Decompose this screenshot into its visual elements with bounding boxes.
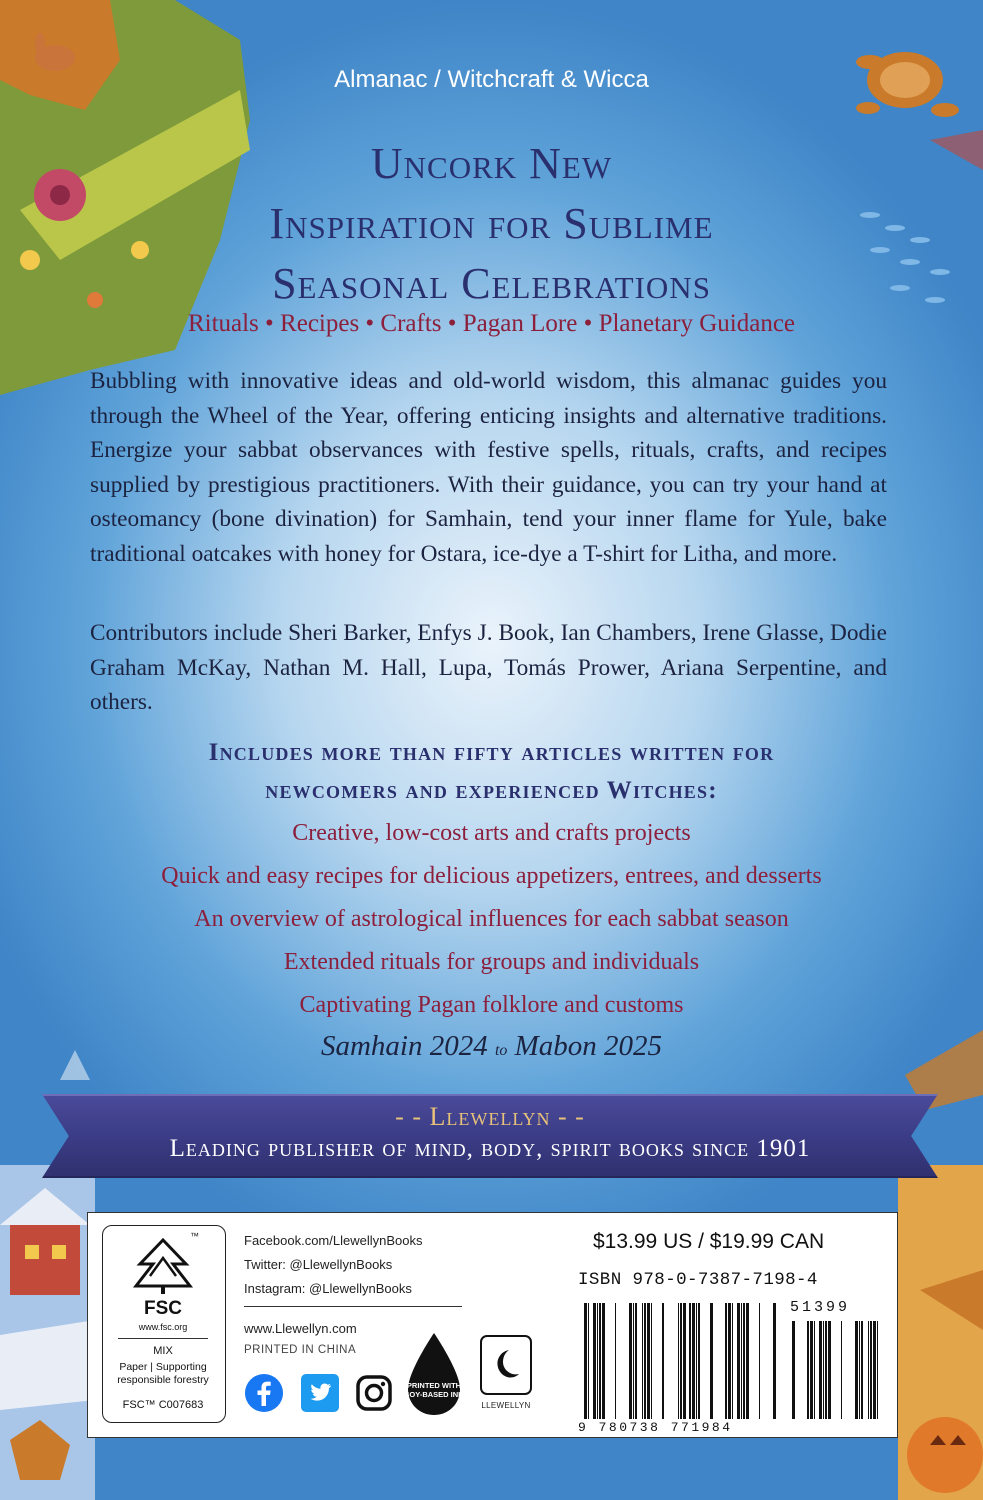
printed-in-label: PRINTED IN CHINA [244,1344,357,1356]
barcode-digits: 9 780738 771984 [578,1420,733,1435]
feature-item: An overview of astrological influences for each sabbat season [194,906,789,932]
banner-subtitle: Leading publisher of mind, body, spirit books since 1901 [169,1135,811,1162]
feature-item: Extended rituals for groups and individuals [283,949,700,975]
headline-line-2: Inspiration for Sublime [269,199,714,248]
website-url: www.Llewellyn.com [244,1321,357,1336]
includes-heading [60,734,923,810]
instagram-icon [354,1373,394,1413]
fsc-license-code: FSC™ C007683 [122,1399,204,1411]
season-end: Mabon 2025 [514,1030,663,1062]
facebook-handle: Facebook.com/LlewellynBooks [244,1233,423,1248]
fsc-trademark: ™ [190,1231,199,1241]
llewellyn-moon-logo [479,1334,533,1396]
feature-item: Captivating Pagan folklore and customs [299,992,684,1018]
soy-ink-icon [404,1331,464,1417]
banner-title: - - Llewellyn - - [395,1102,585,1131]
feature-item: Quick and easy recipes for delicious appetizers, entrees, and desserts [161,863,822,889]
category-label: Almanac / Witchcraft & Wicca [334,66,649,93]
soy-ink-label: PRINTED WITH SOY-BASED INK [404,1381,464,1399]
facebook-icon [244,1373,284,1413]
twitter-icon [300,1373,340,1413]
price-label: $13.99 US / $19.99 CAN [593,1230,825,1253]
season-start: Samhain 2024 [320,1030,488,1062]
includes-line-1: Includes more than fifty articles written for [208,739,775,766]
barcode-graphic [580,1299,884,1423]
barcode-addon-digits: 51399 [790,1299,851,1316]
feature-list [40,812,943,1027]
fsc-name: FSC [144,1298,182,1319]
llewellyn-logo-label: LLEWELLYN [481,1401,531,1410]
fsc-url: www.fsc.org [138,1322,188,1332]
season-connector: to [494,1042,508,1059]
fsc-paper-text: Paper | Supporting responsible forestry [117,1361,209,1386]
jack-o-lantern-illustration [907,1417,983,1493]
contributors-paragraph: Contributors include Sheri Barker, Enfys J. Book, Ian Chambers, Irene Glasse, Dodie Graham McKay, Nathan M. Hall, Lupa, Tomás Prower, Ariana Serpentine, and others. [90,620,887,715]
season-range [0,1030,983,1063]
headline-line-3: Seasonal Celebrations [272,259,711,308]
fsc-tree-icon [128,1236,198,1296]
social-divider [244,1306,462,1307]
fsc-mix: MIX [153,1345,173,1357]
feature-item: Creative, low-cost arts and crafts projects [292,820,691,846]
fsc-divider [118,1338,208,1339]
twitter-handle: Twitter: @LlewellynBooks [244,1257,393,1272]
instagram-handle: Instagram: @LlewellynBooks [244,1281,412,1296]
isbn-label: ISBN 978-0-7387-7198-4 [578,1270,818,1290]
blurb-paragraph: Bubbling with innovative ideas and old-world wisdom, this almanac guides you through the Wheel of the Year, offering enticing insights and alternative traditions. Energize your sabbat observances with festive spells, rituals, crafts, and recipes supplied by prestigious practitioners. With their guidance, you can try your hand at osteomancy (bone divination) for Samhain, tend your inner flame for Yule, bake traditional oatcakes with honey for Ostara, ice-dye a T-shirt for Litha, and more. [90,368,887,567]
headline [100,134,883,314]
headline-line-1: Uncork New [370,139,613,188]
includes-line-2: newcomers and experienced Witches: [265,777,718,804]
tagline: Rituals • Recipes • Crafts • Pagan Lore • Planetary Guidance [187,310,796,337]
